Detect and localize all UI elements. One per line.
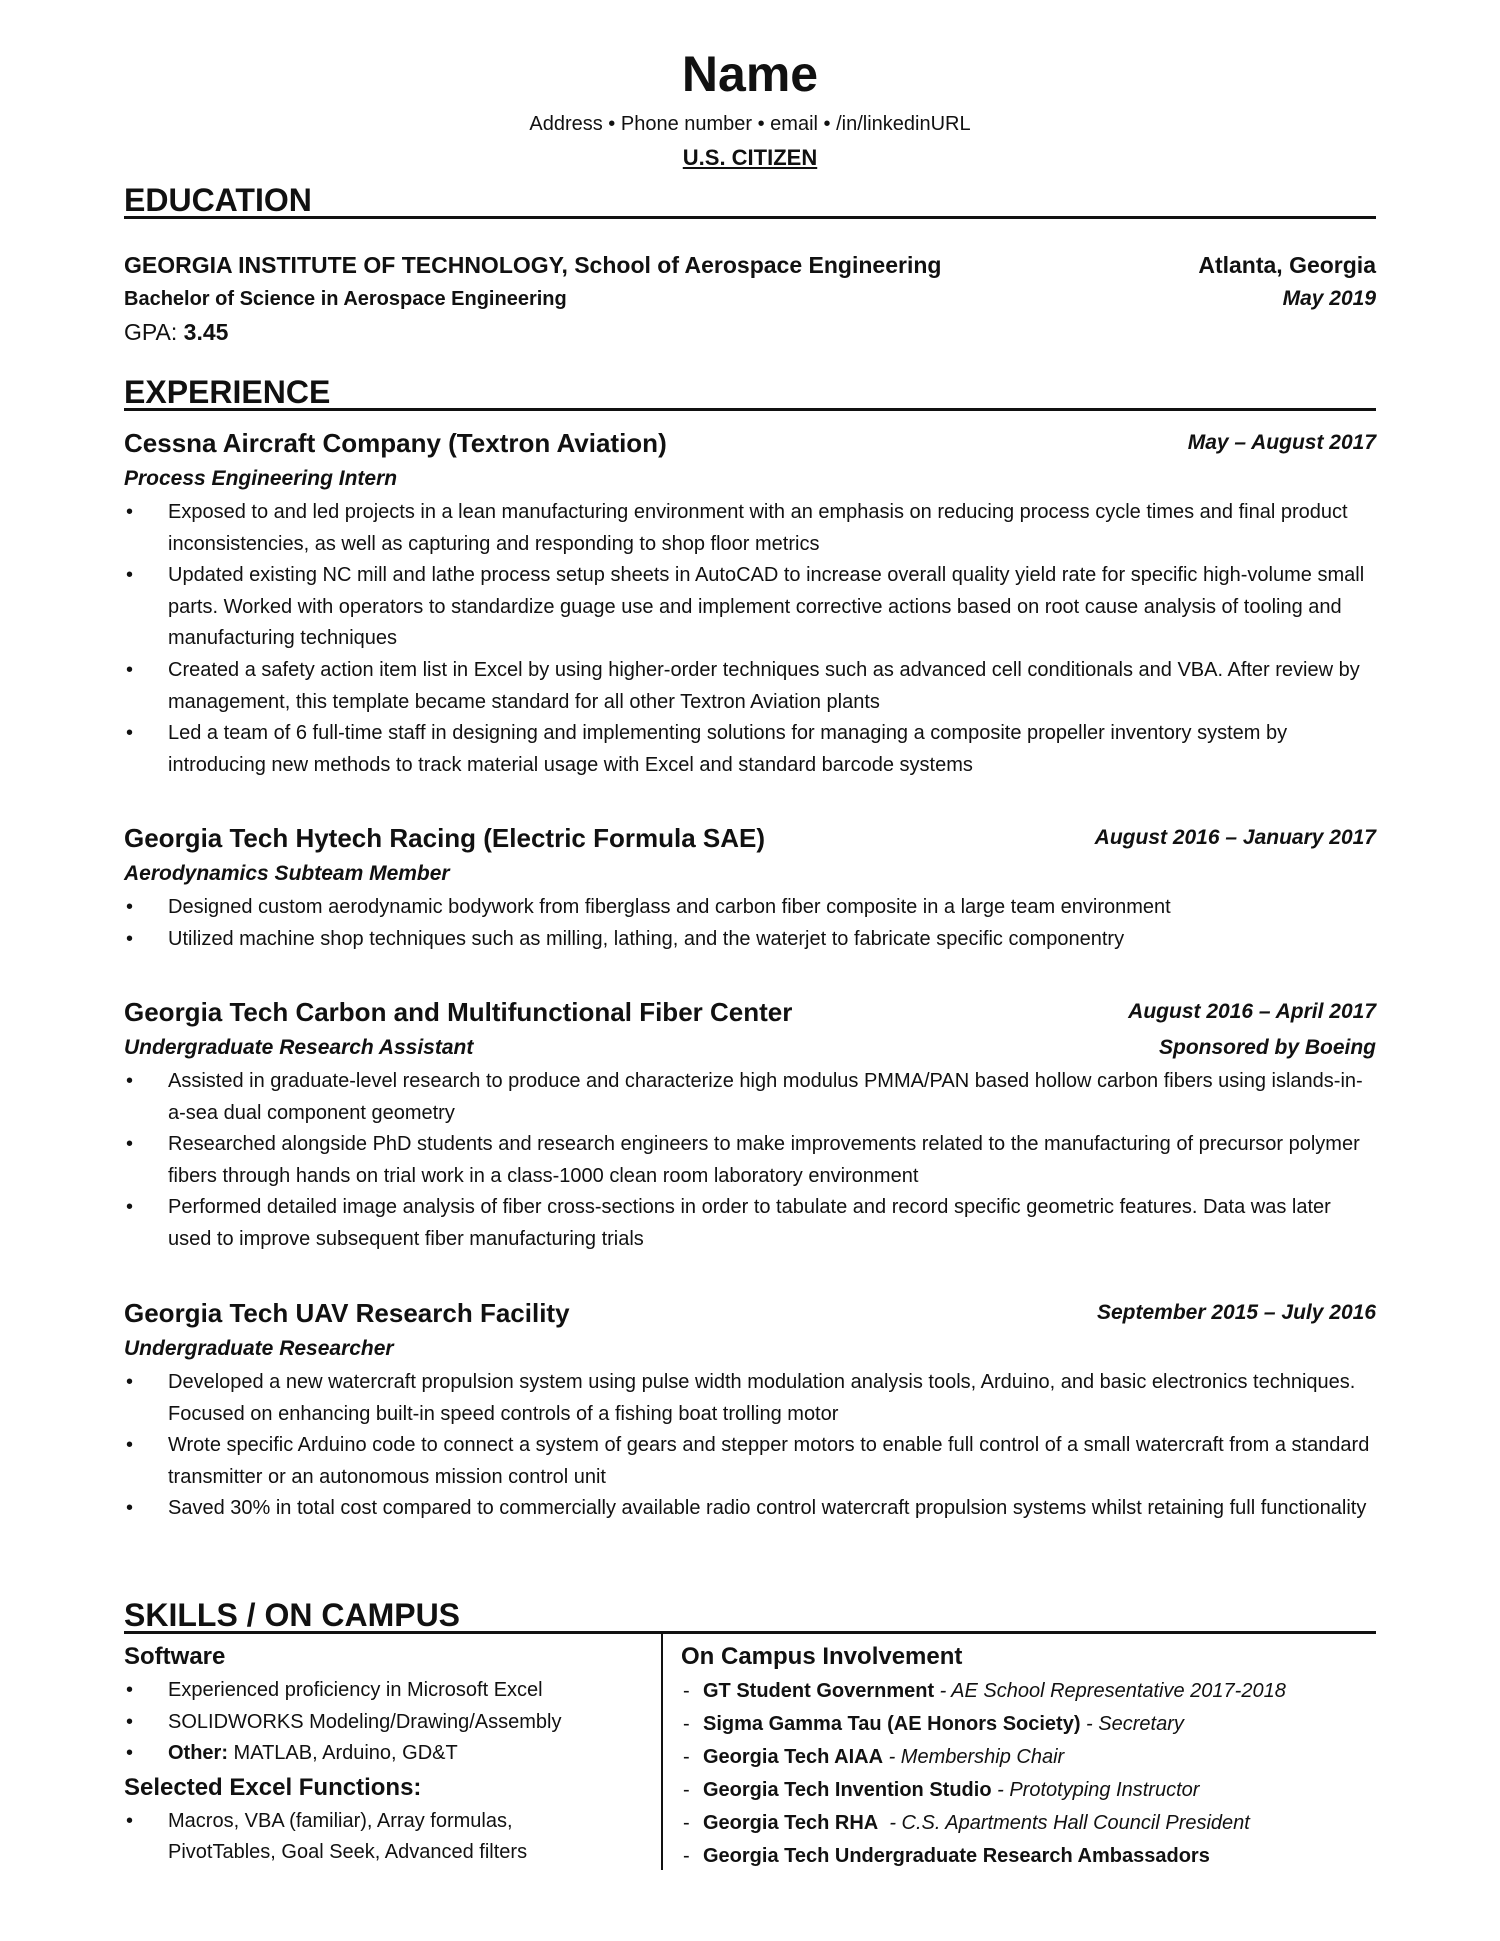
experience-heading: EXPERIENCE: [124, 370, 1376, 411]
gpa: [124, 315, 1376, 349]
campus-item: - Georgia Tech Undergraduate Research Ambassadors: [681, 1840, 1381, 1873]
job-bullet: • Designed custom aerodynamic bodywork from fiberglass and carbon fiber composite in a large team environment: [124, 892, 1376, 924]
job-cessna: [124, 425, 1376, 781]
school: GEORGIA INSTITUTE OF TECHNOLOGY, School of Aerospace Engineering: [124, 252, 942, 278]
job-bullet: • Researched alongside PhD students and research engineers to make improvements related to the manufacturing of precursor polymer fibers through hands on trial work in a class-1000 clean room laboratory environment: [124, 1129, 1376, 1192]
job-uav: [124, 1295, 1376, 1525]
job-org: Cessna Aircraft Company (Textron Aviation): [124, 428, 667, 458]
candidate-name: Name: [681, 46, 819, 102]
job-org: Georgia Tech UAV Research Facility: [124, 1298, 570, 1328]
job-role: Process Engineering Intern: [124, 467, 398, 490]
column-divider: [661, 1634, 663, 1870]
job-bullet: • Utilized machine shop techniques such as milling, lathing, and the waterjet to fabricate specific componentry: [124, 924, 1376, 956]
job-bullet: • Performed detailed image analysis of fiber cross-sections in order to tabulate and record specific geometric features. Data was later used to improve subsequent fiber manufacturing trials: [124, 1192, 1376, 1255]
job-sponsor: Sponsored by Boeing: [1158, 1036, 1376, 1059]
job-hytech: [124, 820, 1376, 955]
campus-heading: On Campus Involvement: [681, 1643, 963, 1670]
other-label: Other:: [168, 1742, 228, 1765]
skill-item-other: [124, 1738, 654, 1770]
education-section: [124, 247, 1376, 349]
skill-item: • SOLIDWORKS Modeling/Drawing/Assembly: [124, 1707, 654, 1739]
job-fiber-center: [124, 994, 1376, 1256]
job-bullet: • Exposed to and led projects in a lean manufacturing environment with an emphasis on reducing process cycle times and final product inconsistencies, as well as capturing and responding to shop floor metrics: [124, 497, 1376, 560]
job-bullet: • Wrote specific Arduino code to connect a system of gears and stepper motors to enable full control of a small watercraft from a standard transmitter or an autonomous mission control unit: [124, 1430, 1376, 1493]
gpa-label: GPA:: [124, 319, 178, 345]
contact-info: Address • Phone number • email • /in/linkedinURL: [529, 113, 971, 135]
software-heading: Software: [124, 1643, 226, 1670]
citizenship: U.S. CITIZEN: [682, 145, 818, 170]
job-bullet: • Created a safety action item list in Excel by using higher-order techniques such as advanced cell conditionals and VBA. After review by management, this template became standard for all other Textron Aviation plants: [124, 655, 1376, 718]
degree: Bachelor of Science in Aerospace Engineering: [124, 288, 567, 310]
skill-item: • Experienced proficiency in Microsoft Excel: [124, 1675, 654, 1707]
gpa-value: 3.45: [183, 319, 229, 345]
job-org: Georgia Tech Hytech Racing (Electric Formula SAE): [124, 823, 766, 853]
campus-item: - Georgia Tech AIAA - Membership Chair: [681, 1741, 1381, 1774]
school-location: Atlanta, Georgia: [1198, 252, 1376, 278]
job-bullet: • Updated existing NC mill and lathe process setup sheets in AutoCAD to increase overall quality yield rate for specific high-volume small parts. Worked with operators to standardize guage use and implement corrective actions based on root cause analysis of tooling and manufacturing techniques: [124, 560, 1376, 655]
job-bullet: • Assisted in graduate-level research to produce and characterize high modulus PMMA/PAN based hollow carbon fibers using islands-in-a-sea dual component geometry: [124, 1066, 1376, 1129]
job-role: Undergraduate Research Assistant: [124, 1036, 474, 1059]
job-dates: September 2015 – July 2016: [1096, 1301, 1376, 1324]
job-bullet: • Saved 30% in total cost compared to commercially available radio control watercraft propulsion systems whilst retaining full functionality: [124, 1493, 1376, 1525]
job-org: Georgia Tech Carbon and Multifunctional Fiber Center: [124, 997, 793, 1027]
excel-functions: • Macros, VBA (familiar), Array formulas, PivotTables, Goal Seek, Advanced filters: [124, 1806, 654, 1869]
education-heading: EDUCATION: [124, 178, 1376, 219]
job-role: Undergraduate Researcher: [124, 1337, 394, 1360]
job-dates: August 2016 – January 2017: [1094, 826, 1376, 849]
campus-item: - Sigma Gamma Tau (AE Honors Society) - Secretary: [681, 1708, 1381, 1741]
skills-column: [124, 1639, 654, 1869]
job-role: Aerodynamics Subteam Member: [124, 862, 450, 885]
job-dates: August 2016 – April 2017: [1128, 1000, 1376, 1023]
skills-heading: SKILLS / ON CAMPUS: [124, 1593, 1376, 1634]
graduation-date: May 2019: [1282, 287, 1376, 310]
job-bullet: • Developed a new watercraft propulsion system using pulse width modulation analysis tools, Arduino, and basic electronics techniques. Focused on enhancing built-in speed controls of a fishing boat trolling motor: [124, 1367, 1376, 1430]
campus-item: - GT Student Government - AE School Representative 2017-2018: [681, 1675, 1381, 1708]
excel-heading: Selected Excel Functions:: [124, 1773, 422, 1801]
job-bullet: • Led a team of 6 full-time staff in designing and implementing solutions for managing a composite propeller inventory system by introducing new methods to track material usage with Excel and standard barcode systems: [124, 718, 1376, 781]
job-dates: May – August 2017: [1187, 431, 1376, 454]
campus-column: [681, 1639, 1381, 1873]
campus-item: - Georgia Tech Invention Studio - Prototyping Instructor: [681, 1774, 1381, 1807]
campus-item: - Georgia Tech RHA - C.S. Apartments Hall Council President: [681, 1807, 1381, 1840]
other-value: MATLAB, Arduino, GD&T: [228, 1742, 458, 1765]
